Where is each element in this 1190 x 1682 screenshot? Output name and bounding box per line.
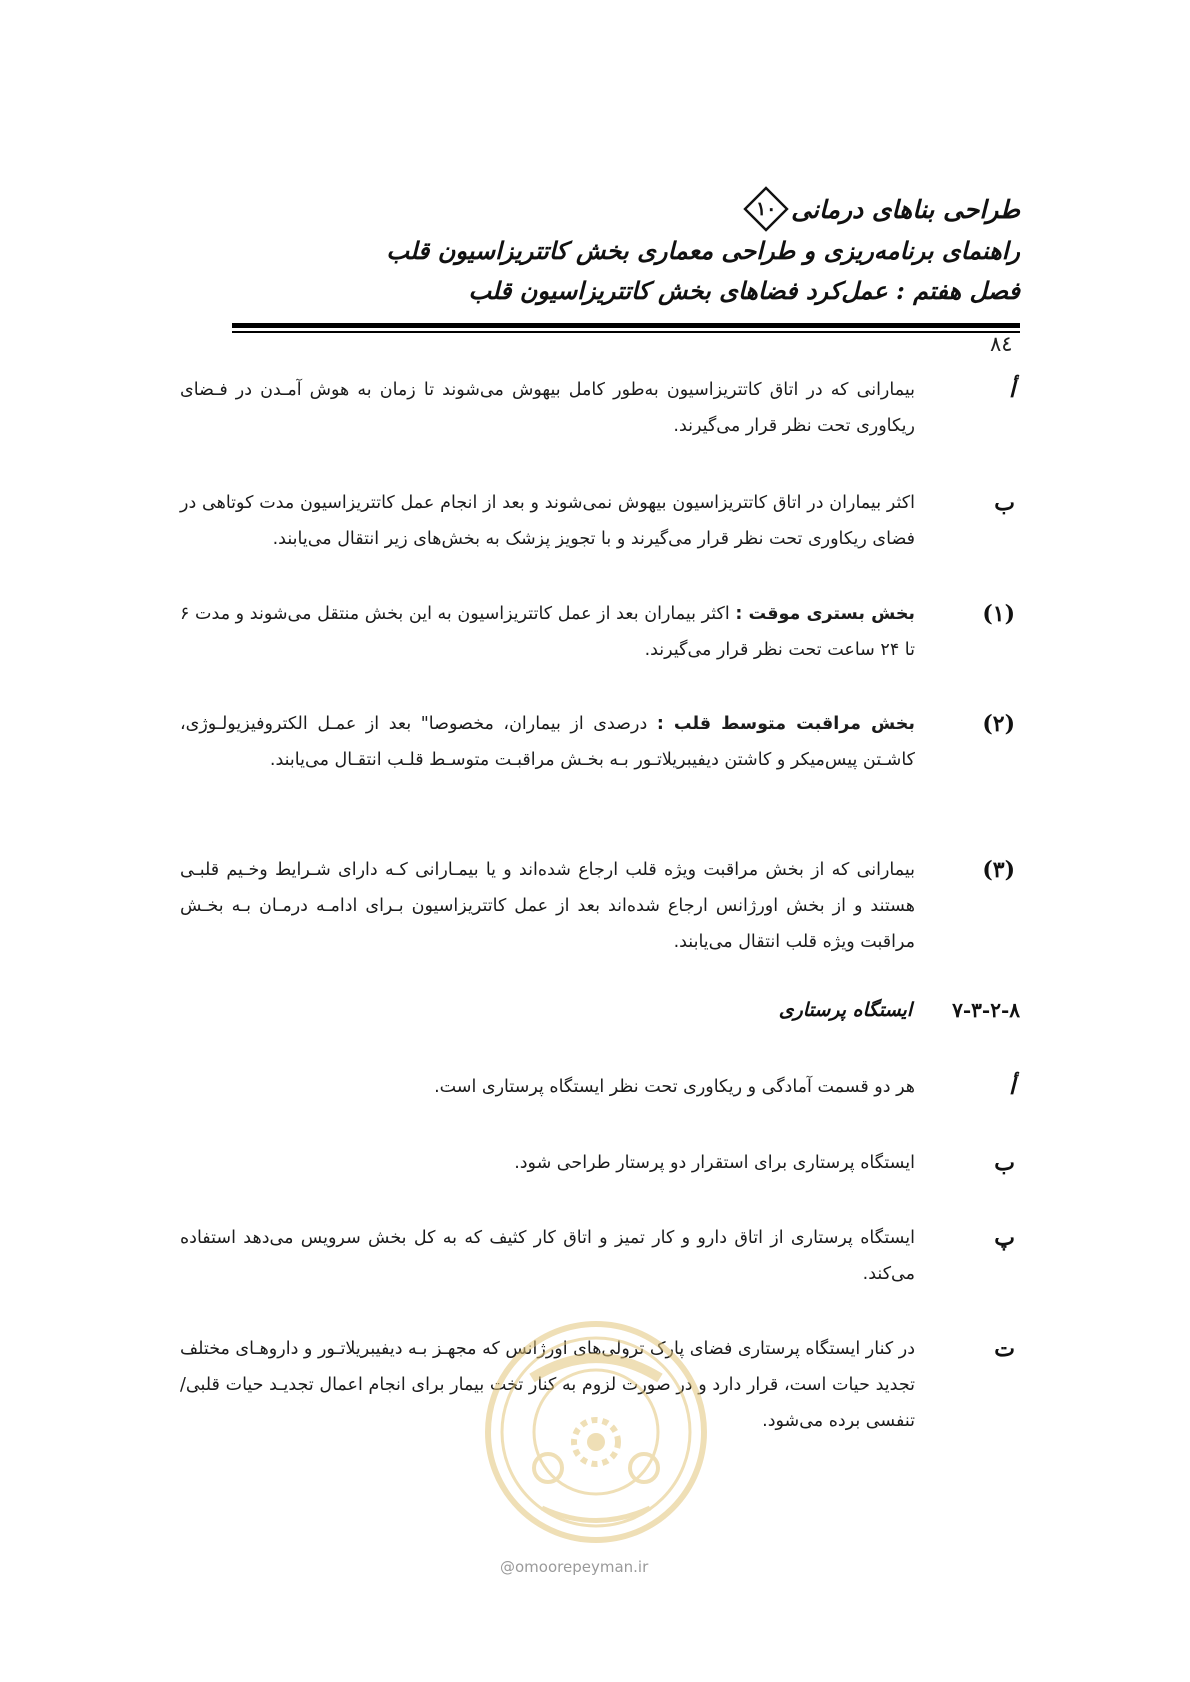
item-text <box>180 596 915 668</box>
list-item <box>180 1145 1015 1181</box>
list-item <box>180 706 1015 778</box>
item-text: اکثر بیماران در اتاق کاتتریزاسیون بیهوش نمی‌شوند و بعد از انجام عمل کاتتریزاسیون مدت کوتاهی در فضای ریکاوری تحت نظر قرار می‌گیرند و با تجویز پزشک به بخش‌های زیر انتقال می‌یابند. <box>180 493 915 549</box>
item-marker: ب <box>994 490 1015 516</box>
list-item <box>180 1220 1015 1292</box>
section-number: ۷-۳-۲-۸ <box>952 998 1020 1022</box>
header-book-title: طراحی بناهای درمانی <box>791 194 1020 224</box>
watermark-url: @omoorepeyman.ir <box>500 1558 649 1576</box>
item-marker: (۳) <box>982 857 1015 883</box>
header-line-2: راهنمای برنامه‌ریزی و طراحی معماری بخش کاتتریزاسیون قلب <box>386 236 1020 265</box>
item-lead: بخش بستری موقت : <box>735 604 916 624</box>
item-marker: پ <box>994 1225 1015 1251</box>
watermark-seal-icon <box>482 1318 710 1546</box>
volume-number-badge <box>743 186 789 232</box>
header-chapter-title: فصل هفتم : عمل‌کرد فضاهای بخش کاتتریزاسیون قلب <box>468 276 1020 305</box>
list-item <box>180 852 1015 960</box>
header-line-1 <box>737 186 1020 232</box>
section-title: ایستگاه پرستاری <box>778 999 913 1021</box>
item-text: ایستگاه پرستاری از اتاق دارو و کار تمیز و اتاق کار کثیف که به کل بخش سرویس می‌دهد استفاده می‌کند. <box>180 1228 915 1284</box>
item-text: هر دو قسمت آمادگی و ریکاوری تحت نظر ایستگاه پرستاری است. <box>434 1077 915 1097</box>
item-marker: (۱) <box>982 601 1015 627</box>
header-rule-thick <box>232 323 1020 328</box>
item-marker: (۲) <box>982 711 1015 737</box>
item-text: بیمارانی که از بخش مراقبت ویژه قلب ارجاع شده‌اند و یا بیمـارانی کـه دارای شـرایط وخـیم قلبـی هستند و از بخش اورژانس ارجاع شده‌اند بعد از عمل کاتتریزاسیون بـرای ادامـه درمـان بـه بخـش مراقبت ویژه قلب انتقال می‌یابند. <box>180 860 915 952</box>
header-rule-thin <box>232 331 1020 333</box>
list-item <box>180 485 1015 557</box>
item-marker: أ <box>1008 1074 1015 1100</box>
list-item <box>180 372 1015 444</box>
item-marker: ب <box>994 1150 1015 1176</box>
item-body: اکثر بیماران بعد از عمل کاتتریزاسیون به این بخش منتقل می‌شوند و مدت ۶ تا ۲۴ ساعت تحت نظر قرار می‌گیرند. <box>180 604 915 660</box>
item-lead: بخش مراقبت متوسط قلب : <box>656 714 915 734</box>
volume-number: ۱۰ <box>755 198 777 220</box>
item-text <box>180 706 915 778</box>
item-text: بیمارانی که در اتاق کاتتریزاسیون به‌طور کامل بیهوش می‌شوند تا زمان به هوش آمـدن در فـضای ریکاوری تحت نظر قرار می‌گیرند. <box>180 380 915 436</box>
list-item <box>180 1069 1015 1105</box>
item-marker: أ <box>1008 377 1015 403</box>
item-text: ایستگاه پرستاری برای استقرار دو پرستار طراحی شود. <box>514 1153 915 1173</box>
page-number: ۸٤ <box>990 332 1013 356</box>
list-item <box>180 596 1015 668</box>
item-body: درصدی از بیماران، مخصوصا" بعد از عمـل الکتروفیزیولـوژی، کاشـتن پیس‌میکر و کاشتن دیفیبریلاتـور بـه بخـش مراقبـت متوسـط قلـب انتقـال می‌یابند. <box>180 714 915 770</box>
item-text: در کنار ایستگاه پرستاری فضای پارک ترولی‌های اورژانس که مجهـز بـه دیفیبریلاتـور و داروهـای مختلف تجدید حیات است، قرار دارد و در صورت لزوم به کنار تخت بیمار برای انجام اعمال تجدیـد حیات قلبی/تنفسی برده می‌شود. <box>180 1339 915 1431</box>
section-heading <box>779 998 1020 1022</box>
item-marker: ت <box>994 1336 1015 1362</box>
